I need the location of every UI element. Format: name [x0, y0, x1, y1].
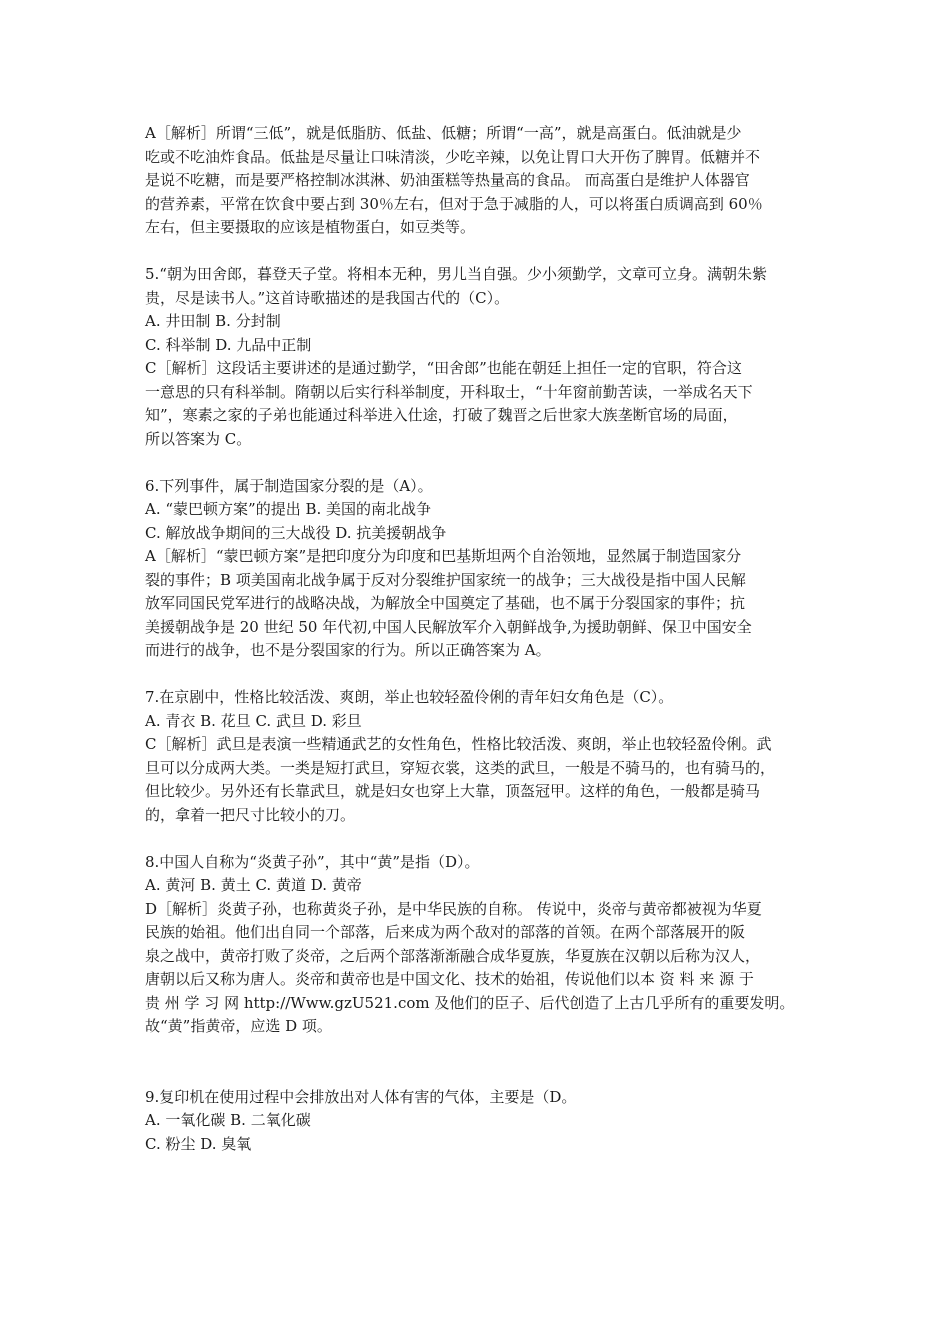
question-text: 贵，尽是读书人。”这首诗歌描述的是我国古代的（C）。	[145, 288, 510, 307]
question-text: 6.下列事件，属于制造国家分裂的是（A）。	[145, 476, 433, 495]
answer-options: A. 井田制 B. 分封制	[145, 312, 281, 330]
analysis-line: C［解析］这段话主要讲述的是通过勤学，“田舍郎”也能在朝廷上担任一定的官职，符合这	[145, 359, 742, 377]
paragraph-gap	[145, 1039, 815, 1086]
analysis-line: 的，拿着一把尺寸比较小的刀。	[145, 805, 356, 824]
analysis-line: 裂的事件；B 项美国南北战争属于反对分裂维护国家统一的战争；三大战役是指中国人民解	[145, 570, 746, 589]
paragraph-gap	[145, 827, 815, 851]
question-5	[145, 263, 815, 451]
paragraph-gap	[145, 240, 815, 264]
question-text: 5.“朝为田舍郎，暮登天子堂。将相本无种，男儿当自强。少小须勤学，文章可立身。满朝朱紫	[145, 265, 767, 283]
analysis-line: 左右，但主要摄取的应该是植物蛋白，如豆类等。	[145, 218, 476, 236]
paragraph-gap	[145, 663, 815, 687]
answer-options: A. 青衣 B. 花旦 C. 武旦 D. 彩旦	[145, 711, 362, 730]
answer-options: C. 解放战争期间的三大战役 D. 抗美援朝战争	[145, 523, 447, 542]
analysis-line: D［解析］炎黄子孙，也称黄炎子孙，是中华民族的自称。 传说中，炎帝与黄帝都被视为华夏	[145, 899, 762, 918]
question-7	[145, 686, 815, 827]
analysis-line: 泉之战中，黄帝打败了炎帝，之后两个部落渐渐融合成华夏族，华夏族在汉朝以后称为汉人，	[145, 946, 761, 965]
answer-options: C. 粉尘 D. 臭氧	[145, 1134, 252, 1153]
analysis-line: 知”，寒素之家的子弟也能通过科举进入仕途，打破了魏晋之后世家大族垄断官场的局面，	[145, 406, 738, 424]
analysis-line: 而进行的战争，也不是分裂国家的行为。所以正确答案为 A。	[145, 641, 551, 659]
analysis-line: 美援朝战争是 20 世纪 50 年代初,中国人民解放军介入朝鲜战争,为援助朝鲜、保卫中国安全	[145, 617, 752, 636]
analysis-line: 所以答案为 C。	[145, 429, 252, 448]
analysis-line: 民族的始祖。他们出自同一个部落，后来成为两个敌对的部落的首领。在两个部落展开的阪	[145, 923, 746, 941]
analysis-line: 唐朝以后又称为唐人。炎帝和黄帝也是中国文化、技术的始祖，传说他们以本 资 料 来 源 于	[145, 970, 754, 988]
analysis-line: 的营养素，平常在饮食中要占到 30％左右，但对于急于减脂的人，可以将蛋白质调高到 60％	[145, 194, 763, 213]
analysis-line: 一意思的只有科举制。隋朝以后实行科举制度，开科取士，“十年窗前勤苦读，一举成名天下	[145, 382, 753, 401]
paragraph-gap	[145, 451, 815, 475]
question-text: 7.在京剧中，性格比较活泼、爽朗，举止也较轻盈伶俐的青年妇女角色是（C）。	[145, 688, 674, 706]
question-6	[145, 475, 815, 663]
question-8	[145, 851, 815, 1039]
analysis-line: 放军同国民党军进行的战略决战，为解放全中国奠定了基础，也不属于分裂国家的事件；抗	[145, 594, 746, 612]
question-9	[145, 1086, 815, 1157]
answer-options: A. 一氧化碳 B. 二氧化碳	[145, 1111, 311, 1129]
analysis-line: C［解析］武旦是表演一些精通武艺的女性角色，性格比较活泼、爽朗，举止也较轻盈伶俐。武	[145, 735, 772, 753]
analysis-line: A［解析］“蒙巴顿方案”是把印度分为印度和巴基斯坦两个自治领地，显然属于制造国家分	[145, 547, 742, 565]
analysis-line: 但比较少。另外还有长靠武旦，就是妇女也穿上大靠，顶盔冠甲。这样的角色，一般都是骑马	[145, 782, 761, 800]
analysis-line: 旦可以分成两大类。一类是短打武旦，穿短衣裳，这类的武旦，一般是不骑马的，也有骑马的，	[145, 758, 776, 777]
analysis-line: A［解析］所谓“三低”，就是低脂肪、低盐、低糖；所谓“一高”，就是高蛋白。低油就是少	[145, 124, 742, 142]
question-text: 8.中国人自称为“炎黄子孙”，其中“黄”是指（D）。	[145, 852, 480, 871]
analysis-line: 贵 州 学 习 网 http://Www.gzU521.com 及他们的臣子、后代创造了上古几乎所有的重要发明。	[145, 993, 795, 1012]
answer-options: A. “蒙巴顿方案”的提出 B. 美国的南北战争	[145, 500, 432, 518]
q4-analysis	[145, 122, 815, 240]
answer-options: C. 科举制 D. 九品中正制	[145, 335, 312, 354]
question-text: 9.复印机在使用过程中会排放出对人体有害的气体，主要是（D。	[145, 1087, 577, 1106]
document-page	[145, 122, 815, 1156]
analysis-line: 故“黄”指黄帝，应选 D 项。	[145, 1017, 332, 1035]
analysis-line: 是说不吃糖，而是要严格控制冰淇淋、奶油蛋糕等热量高的食品。 而高蛋白是维护人体器官	[145, 171, 750, 189]
analysis-line: 吃或不吃油炸食品。低盐是尽量让口味清淡，少吃辛辣，以免让胃口大开伤了脾胃。低糖并不	[145, 147, 761, 166]
answer-options: A. 黄河 B. 黄土 C. 黄道 D. 黄帝	[145, 876, 362, 894]
